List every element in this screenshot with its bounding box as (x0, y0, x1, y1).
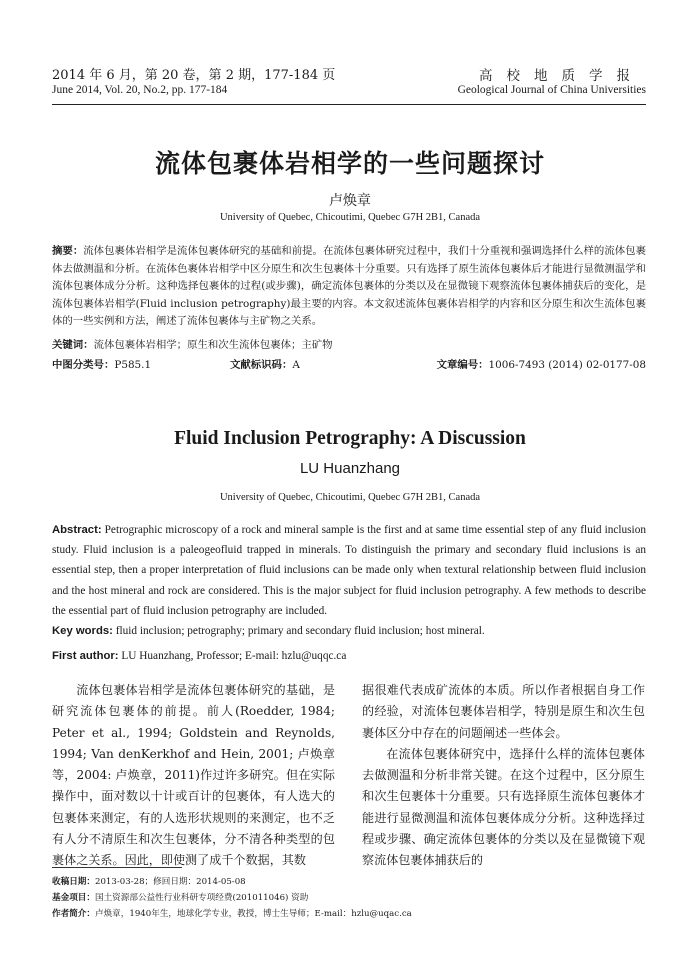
header-journal-en: Geological Journal of China Universities (457, 84, 646, 96)
footnote-bio-label: 作者简介： (52, 909, 95, 919)
article-no-field (437, 356, 646, 371)
article-no-label: 文章编号： (436, 359, 489, 371)
doc-code-value: A (292, 359, 300, 371)
title-english: Fluid Inclusion Petrography: A Discussion (174, 428, 526, 449)
footnote-bio-text: 卢焕章，1940年生，地球化学专业，教授，博士生导师；E-mail：hzlu@uqac.ca (94, 909, 412, 919)
body-paragraph: 在流体包裹体研究中，选择什么样的流体包裹体去做测温和分析非常关键。在这个过程中，区分原生和次生包裹体十分重要。只有选择原生流体包裹体才能进行显微测温和流体包裹体成分分析。这种选择过程或步骤、确定流体包裹体的分类以及在显微镜下观察流体包裹体捕获后的 (362, 746, 645, 868)
footnote-fund-label: 基金项目： (52, 893, 95, 903)
doc-code-field (230, 356, 300, 371)
footnote-bio (52, 906, 646, 922)
footnote-fund-text: 国土资源部公益性行业科研专项经费(201011046) 资助 (94, 893, 309, 903)
doc-code-label: 文献标识码： (230, 359, 293, 371)
header-journal-cn: 高校地质学报 (479, 68, 644, 84)
keywords-chinese (52, 337, 646, 354)
footnote-fund (52, 890, 646, 906)
body-column-left (52, 680, 335, 872)
first-author-label: First author: (52, 650, 119, 662)
footnote-rule (52, 867, 182, 868)
clc-label: 中图分类号： (52, 359, 115, 371)
clc-field (52, 356, 151, 371)
keywords-text-cn: 流体包裹体岩相学；原生和次生流体包裹体；主矿物 (93, 339, 333, 351)
classification-line (52, 356, 646, 374)
body-paragraph: 据很难代表成矿流体的本质。所以作者根据自身工作的经验，对流体包裹体岩相学，特别是原生和次生包裹体区分中存在的问题阐述一些体会。 (362, 683, 645, 740)
author-english: LU Huanzhang (299, 460, 401, 477)
first-author-english (52, 650, 646, 662)
body-column-right (362, 680, 645, 872)
footnotes (52, 874, 646, 922)
abstract-label-cn: 摘要： (52, 245, 84, 257)
clc-value: P585.1 (114, 359, 152, 371)
first-author-text: LU Huanzhang, Professor; E-mail: hzlu@uqqc.ca (121, 650, 347, 662)
affiliation-english: University of Quebec, Chicoutimi, Quebec G7H 2B1, Canada (219, 492, 481, 503)
affiliation-chinese: University of Quebec, Chicoutimi, Quebec G7H 2B1, Canada (219, 212, 481, 223)
footnote-dates (52, 874, 646, 890)
footnote-dates-label: 收稿日期： (52, 877, 95, 887)
footnote-dates-text: 2013-03-28；修回日期：2014-05-08 (94, 877, 246, 887)
abstract-text-cn: 流体包裹体岩相学是流体包裹体研究的基础和前提。在流体包裹体研究过程中，我们十分重视和强调选择什么样的流体包裹体去做测温和分析。在流体色裹体岩相学中区分原生和次生包裹体十分重要。只有选择了原生流体包裹体后才能进行显微测温学和流体包裹体成分分析。这种选择包裹体的过程(或步骤)，确定流体包裹体的分类以及在显微镜下观察流体包裹体捕获后的变化，是流体包裹体岩相学(Fluid inclusion petrography)最主要的内容。本文叙述流体包裹体岩相学的内容和区分原生和次生流体包裹体的一些实例和方法，阐述了流体包裹体与主矿物之关系。 (52, 245, 646, 328)
body-paragraph: 流体包裹体岩相学是流体包裹体研究的基础，是研究流体包裹体的前提。前人(Roedder, 1984; Peter et al., 1994; Goldstein and Reynolds, 1994; Van denKerkhof and Hein, 2001; 卢焕章等，2004: 卢焕章，2011)作过许多研究。但在实际操作中，面对数以十计或百计的包裹体，有人选大的包裹体来测定，有的人选形状规则的来测定，也不乏有人分不清原生和次生包裹体，分不清各种类型的包裹体之关系。因此，即使测了成千个数据，其数 (52, 683, 335, 868)
abstract-label-en: Abstract: (52, 524, 102, 536)
author-chinese: 卢焕章 (329, 193, 371, 209)
article-no-value: 1006-7493 (2014) 02-0177-08 (488, 359, 646, 371)
keywords-label-en: Key words: (52, 625, 113, 637)
title-chinese: 流体包裹体岩相学的一些问题探讨 (154, 149, 545, 178)
header-rule (52, 104, 646, 105)
keywords-label-cn: 关键词： (52, 339, 94, 351)
abstract-text-en: Petrographic microscopy of a rock and mineral sample is the first and at same time essential step of any fluid inclusion study. Fluid inclusion is a paleogeofluid trapped in minerals. To distinguish the primary and secondary fluid inclusions is an essential step, then a proper interpretation of fluid inclusions can be made only when textural relationship between fluid inclusion and the host mineral and rock are considered. This is the major subject for fluid inclusion petrography. A few methods to describe the essential part of fluid inclusion petrography are included. (52, 524, 646, 617)
abstract-chinese (52, 243, 646, 331)
running-header (52, 64, 646, 106)
abstract-english (52, 520, 646, 621)
header-issue-en: June 2014, Vol. 20, No.2, pp. 177-184 (52, 84, 228, 96)
keywords-text-en: fluid inclusion; petrography; primary and secondary fluid inclusion; host mineral. (115, 625, 485, 637)
keywords-english (52, 625, 646, 637)
header-issue-cn: 2014 年 6 月，第 20 卷，第 2 期，177-184 页 (52, 68, 336, 83)
